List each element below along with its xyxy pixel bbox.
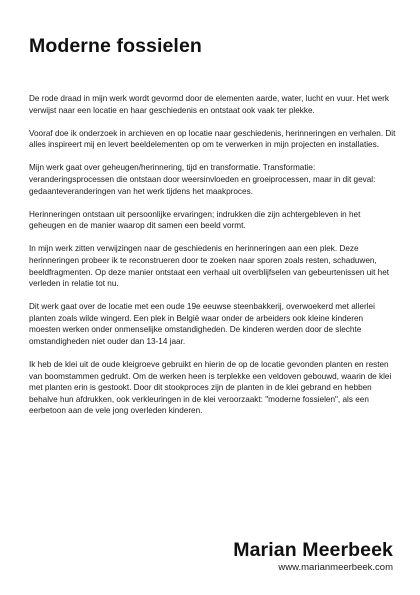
footer bbox=[233, 539, 393, 574]
paragraph-2: Vooraf doe ik onderzoek in archieven en op locatie naar geschiedenis, herinneringen en verhalen. Dit alles inspireert mij en levert beeldelementen op om te verwerken in mijn projecten en installaties. bbox=[29, 128, 396, 150]
paragraph-1: De rode draad in mijn werk wordt gevormd door de elementen aarde, water, lucht en vuur. Het werk verwijst naar een locatie en haar geschiedenis en ontstaat ook vaak ter plekke. bbox=[29, 94, 389, 115]
paragraph-3: Mijn werk gaat over geheugen/herinnering, tijd en transformatie. Transformatie: veranderingsprocessen die ontstaan door weersinvloeden en groeiprocessen, maar in dit geval: gedaanteveranderingen van het werk tijdens het maakproces. bbox=[29, 163, 376, 196]
body-text bbox=[29, 93, 396, 429]
artist-name: Marian Meerbeek bbox=[233, 539, 393, 561]
paragraph-6: Dit werk gaat over de locatie met een oude 19e eeuwse steenbakkerij, overwoekerd met allerlei planten zoals wilde wingerd. Een plek in België waar onder de arbeiders ook kleine kinderen moesten werken onder onmenselijke omstandigheden. De kinderen werden door de slechte omstandigheden niet ouder dan 13-14 jaar. bbox=[29, 302, 375, 346]
page-title: Moderne fossielen bbox=[29, 35, 202, 57]
paragraph-7: Ik heb de klei uit de oude kleigroeve gebruikt en hierin de op de locatie gevonden planten en resten van boomstammen gedrukt. Om de werken heen is terplekke een veldoven gebouwd, waarin de klei met planten erin is gestookt. Door dit stookproces zijn de planten in de klei gebrand en hebben behalve hun afdrukken, ook verkleuringen in de klei veroorzaakt: "moderne fossielen", als een eerbetoon aan de vele jong overleden kinderen. bbox=[29, 360, 392, 416]
paragraph-5: In mijn werk zitten verwijzingen naar de geschiedenis en herinneringen aan een plek. Deze herinneringen probeer ik te reconstrueren door te zoeken naar sporen zoals resten, schaduwen, beeldfragmenten. Op deze manier ontstaat een verhaal uit overblijfselen van gebeurtenissen uit het verleden in relatie tot nu. bbox=[29, 244, 390, 289]
website-link[interactable]: www.marianmeerbeek.com bbox=[278, 562, 393, 573]
paragraph-4: Herinneringen ontstaan uit persoonlijke ervaringen; indrukken die zijn achtergebleven in het geheugen en de manier waarop dit samen een beeld vormt. bbox=[29, 209, 361, 231]
